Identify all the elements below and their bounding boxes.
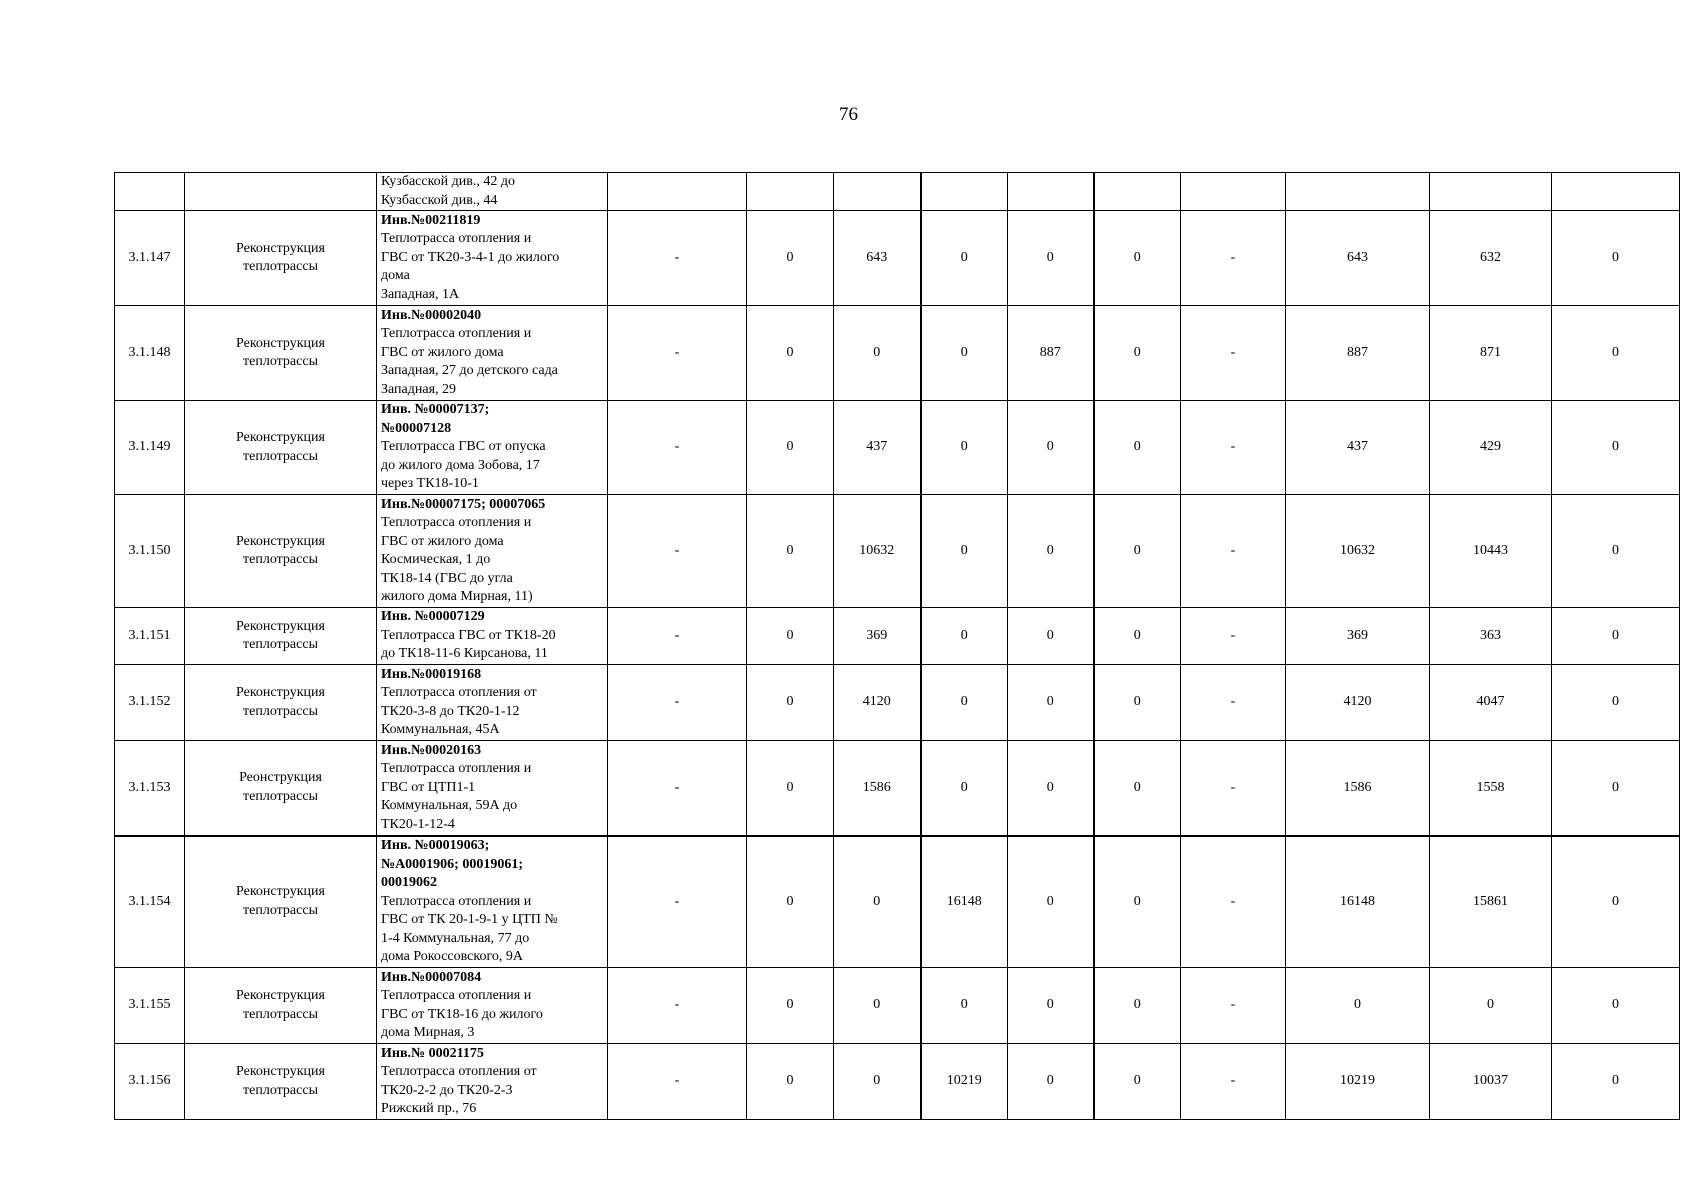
cell-description <box>377 608 608 665</box>
cell-value-1: - <box>608 608 747 665</box>
inventory-number: Инв. №00007129 <box>381 609 485 625</box>
cell-no: 3.1.149 <box>115 401 185 495</box>
cell-description <box>377 306 608 401</box>
table-row <box>115 306 1680 401</box>
cell-value-4: 0 <box>921 665 1008 741</box>
work-name: Реконструкция теплотрассы <box>236 1064 325 1098</box>
cell-value-4: 10219 <box>921 1044 1008 1120</box>
cell-value-9: 10443 <box>1430 495 1552 608</box>
cell-no: 3.1.156 <box>115 1044 185 1120</box>
description-text: Теплотрасса отопления и ГВС от жилого дома Космическая, 1 до ТК18-14 (ГВС до угла жилого дома Мирная, 11) <box>381 515 533 604</box>
cell-value-5: 0 <box>1008 665 1094 741</box>
inventory-number: Инв.№00211819 <box>381 212 481 228</box>
cell-value-10: 0 <box>1552 1044 1680 1120</box>
cell-value-2: 0 <box>747 211 834 306</box>
inventory-number: Инв. №00007137; №00007128 <box>381 402 490 436</box>
inventory-number: Инв.№00019168 <box>381 666 482 682</box>
work-name: Реконструкция теплотрассы <box>236 430 325 464</box>
cell-description <box>377 968 608 1044</box>
inventory-number: Инв.№00020163 <box>381 742 482 758</box>
cell-value-10: 0 <box>1552 306 1680 401</box>
cell-description <box>377 665 608 741</box>
cell-value-9: 363 <box>1430 608 1552 665</box>
cell-value-3: 0 <box>834 836 921 968</box>
cell-name <box>185 968 377 1044</box>
page-number: 76 <box>839 104 858 125</box>
cell-value-5: 0 <box>1008 1044 1094 1120</box>
cell-name <box>185 665 377 741</box>
work-name: Реконструкция теплотрассы <box>236 335 325 369</box>
cell-no: 3.1.154 <box>115 836 185 968</box>
cell-value-10: 0 <box>1552 836 1680 968</box>
work-name: Реконструкция теплотрассы <box>236 884 325 918</box>
cell-value-7: - <box>1181 401 1286 495</box>
cell-value-7: - <box>1181 211 1286 306</box>
work-name: Реонструкция теплотрассы <box>239 770 322 804</box>
cell-value-4: 0 <box>921 211 1008 306</box>
cell-value-6: 0 <box>1094 836 1181 968</box>
cell-value-2: 0 <box>747 495 834 608</box>
cell-value-9: 0 <box>1430 968 1552 1044</box>
description-text: Теплотрасса отопления от ТК20-3-8 до ТК20-1-12 Коммунальная, 45А <box>381 685 537 737</box>
cell-value-10: 0 <box>1552 495 1680 608</box>
cell-value-6: 0 <box>1094 608 1181 665</box>
cell-value-2: 0 <box>747 836 834 968</box>
cell-value-5: 0 <box>1008 401 1094 495</box>
cell-value-2: 0 <box>747 306 834 401</box>
cell-value-4: 0 <box>921 741 1008 836</box>
description-text: Теплотрасса отопления и ГВС от ТК20-3-4-1 до жилого дома Западная, 1А <box>381 231 560 302</box>
cell-value-9: 429 <box>1430 401 1552 495</box>
work-name: Реконструкция теплотрассы <box>236 618 325 652</box>
cell-value-8: 10632 <box>1286 495 1430 608</box>
cell-name <box>185 211 377 306</box>
cell-description <box>377 401 608 495</box>
table-row <box>115 608 1680 665</box>
cell-value-5: 0 <box>1008 968 1094 1044</box>
cell-value-3: 4120 <box>834 665 921 741</box>
cell-value-8: 643 <box>1286 211 1430 306</box>
cell-value-7: - <box>1181 495 1286 608</box>
cell-value-1: - <box>608 495 747 608</box>
cell-value-5: 0 <box>1008 211 1094 306</box>
cell-value-1: - <box>608 968 747 1044</box>
description-text: Теплотрасса ГВС от опуска до жилого дома Зобова, 17 через ТК18-10-1 <box>381 439 546 492</box>
cell-value-7: - <box>1181 1044 1286 1120</box>
cell-value-10: 0 <box>1552 665 1680 741</box>
table-row <box>115 741 1680 836</box>
cell-value-6: 0 <box>1094 665 1181 741</box>
cell-value-6: 0 <box>1094 968 1181 1044</box>
table-row <box>115 665 1680 741</box>
cell-value-4: 0 <box>921 495 1008 608</box>
cell-name <box>185 173 377 211</box>
cell-value-4: 0 <box>921 401 1008 495</box>
cell-description <box>377 836 608 968</box>
cell-value-1: - <box>608 211 747 306</box>
cell-value-8: 437 <box>1286 401 1430 495</box>
cell-description <box>377 495 608 608</box>
cell-value-10: 0 <box>1552 211 1680 306</box>
cell-name <box>185 495 377 608</box>
cell-value-6: 0 <box>1094 495 1181 608</box>
cell-value-3: 1586 <box>834 741 921 836</box>
cell-value-9: 871 <box>1430 306 1552 401</box>
cell-description <box>377 741 608 836</box>
cell-value-2: 0 <box>747 741 834 836</box>
cell-no: 3.1.148 <box>115 306 185 401</box>
cell-value-1: - <box>608 665 747 741</box>
inventory-number: Инв.№00007175; 00007065 <box>381 496 546 512</box>
inventory-number: Инв.№00007084 <box>381 969 482 985</box>
description-text: Теплотрасса отопления и ГВС от ЦТП1-1 Коммунальная, 59А до ТК20-1-12-4 <box>381 761 532 832</box>
inventory-number: Инв.№ 00021175 <box>381 1045 484 1061</box>
table-row <box>115 495 1680 608</box>
cell-value-6: 0 <box>1094 401 1181 495</box>
cell-value-1: - <box>608 836 747 968</box>
cell-value-7: - <box>1181 968 1286 1044</box>
cell-description <box>377 211 608 306</box>
cell-value-6: 0 <box>1094 306 1181 401</box>
cell-value-5: 0 <box>1008 495 1094 608</box>
cell-value-4: 0 <box>921 608 1008 665</box>
work-name: Реконструкция теплотрассы <box>236 533 325 567</box>
cell-value-3: 0 <box>834 306 921 401</box>
cell-value-7: - <box>1181 741 1286 836</box>
cell-value-3: 437 <box>834 401 921 495</box>
description-text: Теплотрасса отопления и ГВС от ТК 20-1-9-1 у ЦТП № 1-4 Коммунальная, 77 до дома Рокоссовского, 9А <box>381 893 558 964</box>
cell-value-9: 10037 <box>1430 1044 1552 1120</box>
cell-value-1: - <box>608 306 747 401</box>
work-name: Реконструкция теплотрассы <box>236 685 325 719</box>
cell-no: 3.1.153 <box>115 741 185 836</box>
cell-value-10: 0 <box>1552 608 1680 665</box>
cell-name <box>185 608 377 665</box>
cell-value-10: 0 <box>1552 741 1680 836</box>
cell-value-9: 1558 <box>1430 741 1552 836</box>
cell-value-3: 0 <box>834 1044 921 1120</box>
cell-value-10: 0 <box>1552 401 1680 495</box>
cell-value-4: 0 <box>921 968 1008 1044</box>
description-text: Теплотрасса отопления и ГВС от ТК18-16 до жилого дома Мирная, 3 <box>381 988 543 1040</box>
inventory-number: Инв.№00002040 <box>381 307 482 323</box>
cell-value-8: 0 <box>1286 968 1430 1044</box>
cell-value-6: 0 <box>1094 741 1181 836</box>
cell-value-9: 15861 <box>1430 836 1552 968</box>
cell-value-7: - <box>1181 608 1286 665</box>
cell-no: 3.1.147 <box>115 211 185 306</box>
cell-no: 3.1.155 <box>115 968 185 1044</box>
cell-value-8: 1586 <box>1286 741 1430 836</box>
cell-name <box>185 1044 377 1120</box>
cell-no: 3.1.150 <box>115 495 185 608</box>
work-name: Реконструкция теплотрассы <box>236 240 325 274</box>
cell-value-3: 10632 <box>834 495 921 608</box>
cell-value-3: 0 <box>834 968 921 1044</box>
cell-value-1: - <box>608 1044 747 1120</box>
cell-value-5: 887 <box>1008 306 1094 401</box>
description-text: Теплотрасса отопления и ГВС от жилого дома Западная, 27 до детского сада Западная, 29 <box>381 326 558 397</box>
cell-value-1: - <box>608 401 747 495</box>
cell-value-9: 632 <box>1430 211 1552 306</box>
cell-value-5: 0 <box>1008 741 1094 836</box>
cell-value-8: 10219 <box>1286 1044 1430 1120</box>
cell-value-2: 0 <box>747 665 834 741</box>
cell-name <box>185 306 377 401</box>
cell-no: 3.1.152 <box>115 665 185 741</box>
cell-value-7: - <box>1181 836 1286 968</box>
cell-value-2: 0 <box>747 608 834 665</box>
cell-value-4: 16148 <box>921 836 1008 968</box>
table-row <box>115 968 1680 1044</box>
cell-value-2: 0 <box>747 968 834 1044</box>
cell-description: Кузбасской див., 42 до Кузбасской див., 44 <box>377 173 608 211</box>
description-text: Теплотрасса ГВС от ТК18-20 до ТК18-11-6 Кирсанова, 11 <box>381 627 556 662</box>
cell-value-8: 887 <box>1286 306 1430 401</box>
cell-name <box>185 401 377 495</box>
cell-value-7: - <box>1181 306 1286 401</box>
cell-value-8: 369 <box>1286 608 1430 665</box>
cell-no: 3.1.151 <box>115 608 185 665</box>
table-row <box>115 211 1680 306</box>
cell-value-10: 0 <box>1552 968 1680 1044</box>
cell-value-1: - <box>608 741 747 836</box>
cell-name <box>185 741 377 836</box>
description-text: Теплотрасса отопления от ТК20-2-2 до ТК20-2-3 Рижский пр., 76 <box>381 1064 537 1116</box>
table-row <box>115 401 1680 495</box>
cell-value-6: 0 <box>1094 211 1181 306</box>
cell-value-3: 369 <box>834 608 921 665</box>
cell-value-2: 0 <box>747 401 834 495</box>
cell-value-3: 643 <box>834 211 921 306</box>
cell-name <box>185 836 377 968</box>
cell-value-4: 0 <box>921 306 1008 401</box>
inventory-number: Инв. №00019063; №А0001906; 00019061; 00019062 <box>381 838 524 890</box>
data-table <box>114 172 1680 1120</box>
cell-value-8: 4120 <box>1286 665 1430 741</box>
cell-value-9: 4047 <box>1430 665 1552 741</box>
table-row <box>115 1044 1680 1120</box>
cell-value-2: 0 <box>747 1044 834 1120</box>
cell-value-6: 0 <box>1094 1044 1181 1120</box>
table-row <box>115 836 1680 968</box>
cell-value-5: 0 <box>1008 836 1094 968</box>
continuation-row <box>115 173 1680 211</box>
work-name: Реконструкция теплотрассы <box>236 988 325 1022</box>
cell-no <box>115 173 185 211</box>
cell-value-8: 16148 <box>1286 836 1430 968</box>
cell-value-7: - <box>1181 665 1286 741</box>
cell-value-5: 0 <box>1008 608 1094 665</box>
cell-description <box>377 1044 608 1120</box>
